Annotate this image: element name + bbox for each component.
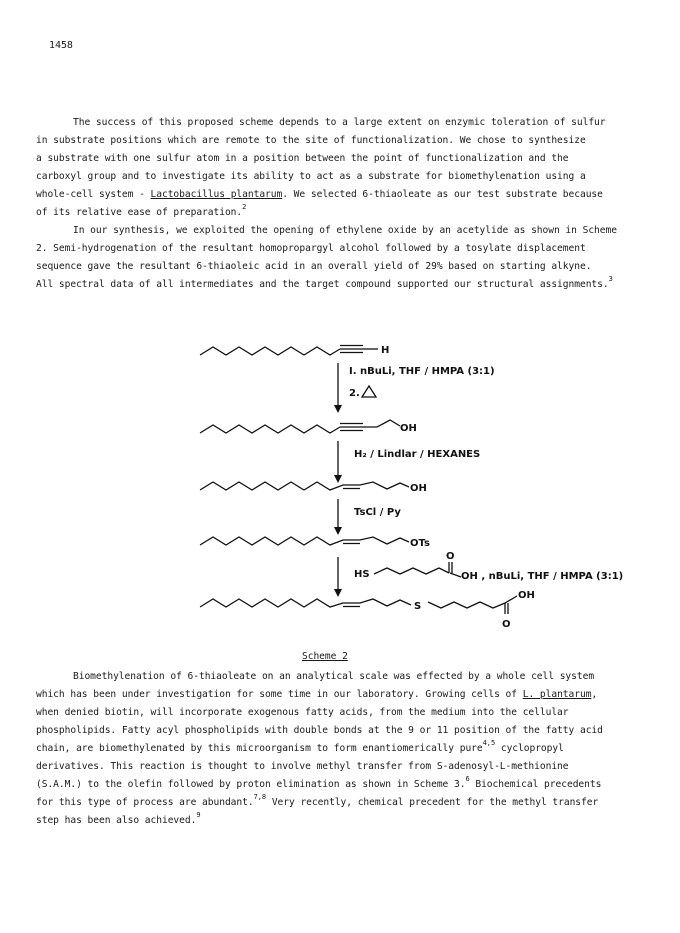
- hydrogen-label: H: [381, 345, 390, 356]
- text-line: sequence gave the resultant 6-thiaoleic acid in an overall yield of 29% based on starting alkyne.: [36, 261, 592, 272]
- paragraph-biomethylenation: [36, 668, 646, 830]
- organism-name: L. plantarum: [522, 689, 592, 700]
- text-line: step has been also achieved.$^9$: [36, 811, 201, 826]
- text-line: derivatives. This reaction is thought to involve methyl transfer from S-adenosyl-L-methionine: [36, 761, 569, 772]
- alkyl-chain: [200, 599, 411, 607]
- alkyl-chain: [200, 482, 409, 490]
- carbonyl-oxygen-label: O: [502, 619, 511, 630]
- page-number: 1458: [49, 40, 73, 51]
- text-line: All spectral data of all intermediates and the target compound supported our structural assignments.$^3$: [36, 275, 613, 290]
- alkyl-chain: [200, 425, 340, 433]
- reagent-step-1b: 2.: [349, 388, 360, 399]
- organism-name: Lactobacillus plantarum: [150, 189, 283, 200]
- hydroxyl-label: OH: [410, 483, 427, 494]
- reagent-step-1: I. nBuLi, THF / HMPA (3:1): [349, 366, 495, 377]
- reagent-step-3: TsCl / Py: [354, 507, 401, 518]
- reference-superscript: 7,8: [253, 793, 267, 801]
- text-line: of its relative ease of preparation.$^2$: [36, 203, 247, 218]
- paragraph-synthesis: [36, 222, 646, 294]
- alkyl-chain: [200, 537, 409, 545]
- paragraph-intro: [36, 114, 646, 222]
- carbonyl-oxygen-label: O: [446, 551, 455, 562]
- hydroxyl-label: OH: [400, 423, 417, 434]
- alkyl-chain: [200, 347, 340, 355]
- text-line: 2. Semi-hydrogenation of the resultant homopropargyl alcohol followed by a tosylate displacement: [36, 243, 586, 254]
- text-line: chain, are biomethylenated by this microorganism to form enantiomerically pure$^{4,5}$ cyclopropyl: [36, 739, 564, 754]
- reference-superscript: 2: [242, 203, 247, 211]
- text-line: carboxyl group and to investigate its ability to act as a substrate for biomethylenation using a: [36, 171, 586, 182]
- scheme-caption: Scheme 2: [302, 651, 348, 662]
- reference-superscript: 6: [465, 775, 470, 783]
- text-line: The success of this proposed scheme depends to a large extent on enzymic toleration of sulfur: [73, 117, 606, 128]
- text-line: whole-cell system - Lactobacillus plantarum. We selected 6-thiaoleate as our test substrate because: [36, 189, 603, 200]
- reference-superscript: 3: [608, 275, 613, 283]
- tosylate-label: OTs: [410, 538, 430, 549]
- text-line: for this type of process are abundant.$^{7,8}$ Very recently, chemical precedent for the methyl transfer: [36, 793, 599, 808]
- reagent-step-2: H₂ / Lindlar / HEXANES: [354, 449, 481, 460]
- reaction-scheme: [195, 325, 645, 635]
- sulfur-label: S: [414, 601, 422, 612]
- text-line: In our synthesis, we exploited the opening of ethylene oxide by an acetylide as shown in Scheme: [73, 225, 617, 236]
- hydroxyl-label: OH: [518, 590, 535, 601]
- reference-superscript: 4,5: [482, 739, 496, 747]
- text-line: a substrate with one sulfur atom in a position between the point of functionalization and the: [36, 153, 569, 164]
- text-line: when denied biotin, will incorporate exogenous fatty acids, from the medium into the cellular: [36, 707, 569, 718]
- text-line: (S.A.M.) to the olefin followed by proton elimination as shown in Scheme 3.$^6$ Biochemical precedents: [36, 775, 602, 790]
- text-line: in substrate positions which are remote to the site of functionalization. We chose to synthesize: [36, 135, 586, 146]
- text-line: which has been under investigation for some time in our laboratory. Growing cells of L. plantarum,: [36, 689, 598, 700]
- text-line: phospholipids. Fatty acyl phospholipids with double bonds at the 9 or 11 position of the fatty acid: [36, 725, 603, 736]
- reagent-step-4: OH , nBuLi, THF / HMPA (3:1): [461, 571, 624, 582]
- thiol-label: HS: [354, 569, 370, 580]
- reference-superscript: 9: [196, 811, 201, 819]
- text-line: Biomethylenation of 6-thiaoleate on an analytical scale was effected by a whole cell system: [73, 671, 595, 682]
